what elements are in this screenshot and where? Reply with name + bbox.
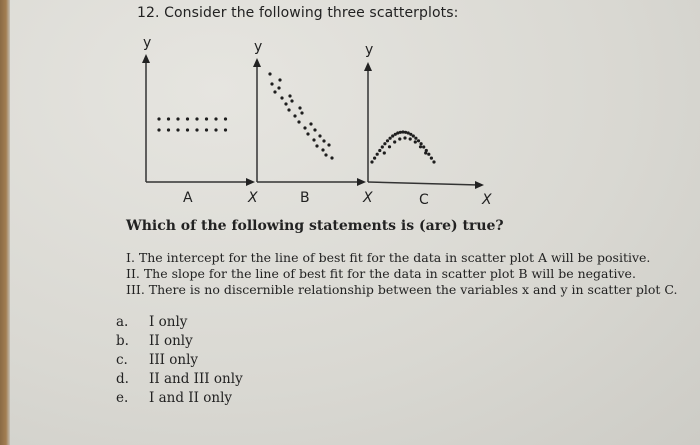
plot-b-point [315,144,318,147]
plot-b-point [321,148,324,151]
option-c[interactable] [116,351,243,370]
plot-c-points [370,130,435,163]
plot-a-point [176,128,179,131]
plot-c-point [398,137,401,140]
plot-c-x-label: X [482,192,492,208]
plot-c-point [414,137,417,140]
plot-b-point [327,143,330,146]
option-b[interactable] [116,332,243,351]
plot-c-point [370,160,373,163]
scatterplots-figure [0,0,700,215]
plot-a-y-arrow [142,54,150,63]
plot-a-point [167,128,170,131]
plot-c-point [376,153,379,156]
plot-b-point [309,122,312,125]
plot-b-point [313,128,316,131]
plot-b-point [306,132,309,135]
option-a[interactable] [116,313,243,332]
plot-c-point [422,145,425,148]
plot-b-point [284,102,287,105]
plot-a-point [167,117,170,120]
plot-a-point [186,117,189,120]
plot-a [142,35,258,206]
plot-a-point [195,117,198,120]
plot-b-point [330,156,333,159]
plot-b-y-label: y [254,39,263,55]
plot-b-point [287,108,290,111]
plot-c-point [417,139,420,142]
plot-c-point [427,153,430,156]
plot-b-point [322,139,325,142]
plot-a-point [224,128,227,131]
plot-b-x-label: X [363,190,373,206]
statement-3: III. There is no discernible relationship between the variables x and y in scatter plot C. [126,282,678,297]
plot-c-point [419,145,422,148]
option-e[interactable] [116,389,243,408]
plot-c-point [378,149,381,152]
plot-b-point [293,114,296,117]
plot-a-point [186,128,189,131]
plot-b-point [298,106,301,109]
plot-b-point [303,126,306,129]
option-letter: a. [116,314,129,330]
plot-a-x-arrow [246,178,255,186]
answer-options [116,313,243,408]
plot-a-point [214,117,217,120]
plot-a-point [157,117,160,120]
plot-c [364,42,492,208]
plot-b-point [297,120,300,123]
plot-c-point [430,157,433,160]
option-d[interactable] [116,370,243,389]
plot-b-point [288,94,291,97]
option-text: I only [149,314,188,330]
plot-c-point [393,140,396,143]
question-text: Which of the following statements is (are) true? [126,218,504,234]
plot-c-point [425,149,428,152]
statement-2: II. The slope for the line of best fit for the data in scatter plot B will be negative. [126,266,636,281]
plot-c-point [409,137,412,140]
plot-b-point [300,111,303,114]
plot-a-point [157,128,160,131]
plot-c-point [420,142,423,145]
plot-c-point [373,157,376,160]
plot-a-points [157,117,227,131]
plot-c-y-label: y [365,42,374,58]
plot-b-point [268,72,271,75]
plot-a-point [176,117,179,120]
plot-a-point [214,128,217,131]
plot-b-point [280,96,283,99]
plot-c-point [386,139,389,142]
plot-b-y-arrow [253,58,261,67]
plot-c-point [383,142,386,145]
plot-c-point [412,134,415,137]
plot-c-point [388,145,391,148]
plot-c-point [381,145,384,148]
option-letter: c. [116,352,128,368]
plot-a-name: A [183,190,193,206]
plot-c-x-axis [368,182,479,185]
plot-a-point [205,128,208,131]
plot-a-point [195,128,198,131]
plot-b-point [277,86,280,89]
option-letter: b. [116,333,129,349]
plot-b-point [312,138,315,141]
plot-b-x-arrow [357,178,366,186]
plot-b-point [318,134,321,137]
plot-a-point [224,117,227,120]
plot-c-point [389,137,392,140]
plot-c-point [403,136,406,139]
option-letter: e. [116,390,129,406]
plot-c-name: C [419,192,429,208]
option-letter: d. [116,371,129,387]
plot-b [253,39,373,206]
plot-c-y-arrow [364,62,372,71]
option-text: I and II only [149,390,233,406]
option-text: III only [149,352,199,368]
plot-c-point [414,140,417,143]
plot-b-name: B [300,190,310,206]
question-title: 12. Consider the following three scatterplots: [137,5,459,21]
statements-list [126,250,677,298]
plot-c-point [432,160,435,163]
statement-1: I. The intercept for the line of best fit for the data in scatter plot A will be positive. [126,250,651,265]
option-text: II only [149,333,193,349]
plot-c-point [383,151,386,154]
plot-b-point [273,90,276,93]
plot-b-point [324,153,327,156]
plot-a-point [205,117,208,120]
plot-b-point [290,99,293,102]
plot-c-x-arrow [475,181,484,189]
plot-a-x-label: X [248,190,258,206]
plot-b-points [268,72,333,159]
plot-a-y-label: y [143,35,152,51]
option-text: II and III only [149,371,243,387]
plot-b-point [270,82,273,85]
plot-b-point [278,78,281,81]
